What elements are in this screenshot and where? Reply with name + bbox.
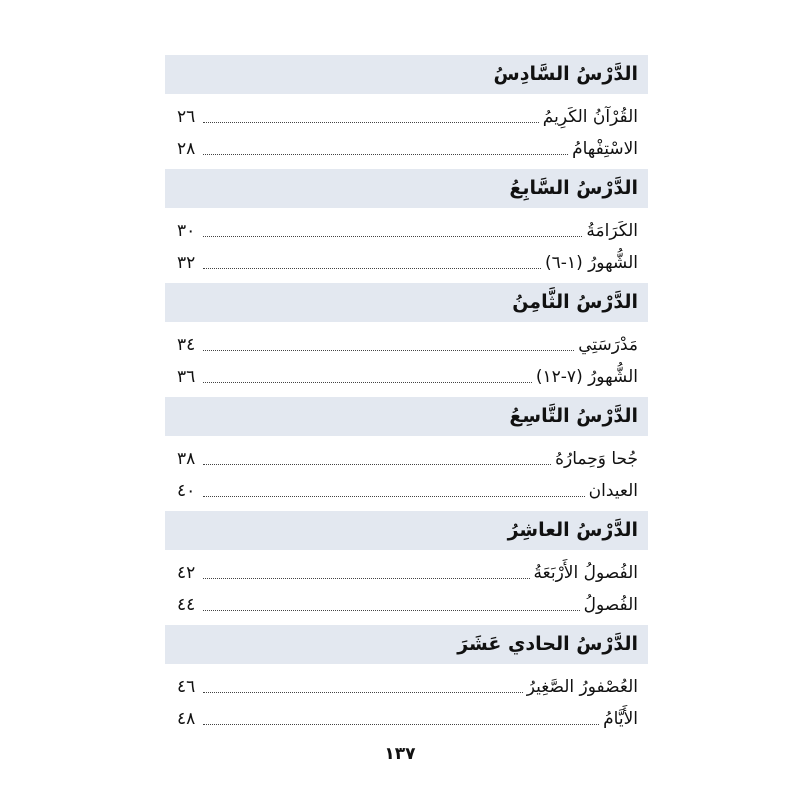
dot-leader: [203, 349, 574, 351]
entry-label: الفُصولُ الأَرْبَعَةُ: [533, 563, 638, 583]
entry-label: العيدان: [588, 481, 638, 501]
section-header: [165, 625, 648, 664]
entry-page-number: ٢٨: [177, 139, 196, 159]
toc-entry[interactable]: [177, 442, 638, 474]
section-entries: [165, 94, 648, 169]
dot-leader: [203, 267, 541, 269]
section-entries: [165, 664, 648, 739]
section-9: [165, 397, 648, 511]
entry-page-number: ٤٨: [177, 709, 196, 729]
entry-page-number: ٤٢: [177, 563, 196, 583]
entry-page-number: ٣٨: [177, 449, 196, 469]
entry-label: الشُّهورُ (٧-١٢): [535, 367, 638, 387]
section-header: [165, 397, 648, 436]
toc-entry[interactable]: [177, 214, 638, 246]
section-title: الدَّرْسُ الثَّامِنُ: [512, 291, 638, 313]
section-header: [165, 169, 648, 208]
page-number: ١٣٧: [384, 744, 416, 764]
entry-label: مَدْرَسَتِي: [578, 335, 638, 355]
entry-page-number: ٤٠: [177, 481, 196, 501]
section-7: [165, 169, 648, 283]
dot-leader: [203, 381, 532, 383]
dot-leader: [203, 463, 551, 465]
entry-label: الشُّهورُ (١-٦): [545, 253, 638, 273]
entry-page-number: ٣٤: [177, 335, 196, 355]
section-title: الدَّرْسُ الحادي عَشَرَ: [457, 633, 638, 655]
section-header: [165, 55, 648, 94]
toc-entry[interactable]: [177, 474, 638, 506]
dot-leader: [203, 495, 585, 497]
dot-leader: [203, 235, 582, 237]
toc-entry[interactable]: [177, 246, 638, 278]
toc-entry[interactable]: [177, 588, 638, 620]
toc-entry[interactable]: [177, 670, 638, 702]
section-6: [165, 55, 648, 169]
dot-leader: [203, 153, 568, 155]
section-header: [165, 283, 648, 322]
entry-page-number: ٣٢: [177, 253, 196, 273]
section-entries: [165, 208, 648, 283]
toc-entry[interactable]: [177, 702, 638, 734]
entry-label: القُرْآنُ الكَرِيمُ: [542, 107, 638, 127]
section-8: [165, 283, 648, 397]
section-header: [165, 511, 648, 550]
toc-entry[interactable]: [177, 360, 638, 392]
entry-page-number: ٤٤: [177, 595, 196, 615]
entry-label: الاسْتِفْهامُ: [572, 139, 638, 159]
entry-page-number: ٢٦: [177, 107, 196, 127]
section-title: الدَّرْسُ السَّابِعُ: [509, 177, 638, 199]
dot-leader: [203, 723, 599, 725]
dot-leader: [203, 691, 523, 693]
section-entries: [165, 436, 648, 511]
entry-label: الأَيَّامُ: [603, 709, 638, 729]
toc-entry[interactable]: [177, 100, 638, 132]
dot-leader: [203, 121, 539, 123]
section-title: الدَّرْسُ السَّادِسُ: [493, 63, 638, 85]
section-entries: [165, 322, 648, 397]
section-title: الدَّرْسُ التَّاسِعُ: [509, 405, 638, 427]
entry-label: العُصْفورُ الصَّغِيرُ: [526, 677, 638, 697]
toc-entry[interactable]: [177, 556, 638, 588]
entry-label: الكَرَامَةُ: [586, 221, 638, 241]
table-of-contents: [165, 55, 648, 739]
entry-label: الفُصولُ: [583, 595, 638, 615]
entry-page-number: ٤٦: [177, 677, 196, 697]
section-11: [165, 625, 648, 739]
section-title: الدَّرْسُ العاشِرُ: [507, 519, 638, 541]
entry-page-number: ٣٦: [177, 367, 196, 387]
entry-page-number: ٣٠: [177, 221, 196, 241]
dot-leader: [203, 577, 530, 579]
section-10: [165, 511, 648, 625]
dot-leader: [203, 609, 580, 611]
toc-entry[interactable]: [177, 132, 638, 164]
toc-entry[interactable]: [177, 328, 638, 360]
entry-label: جُحا وَحِمارُهُ: [555, 449, 638, 469]
section-entries: [165, 550, 648, 625]
